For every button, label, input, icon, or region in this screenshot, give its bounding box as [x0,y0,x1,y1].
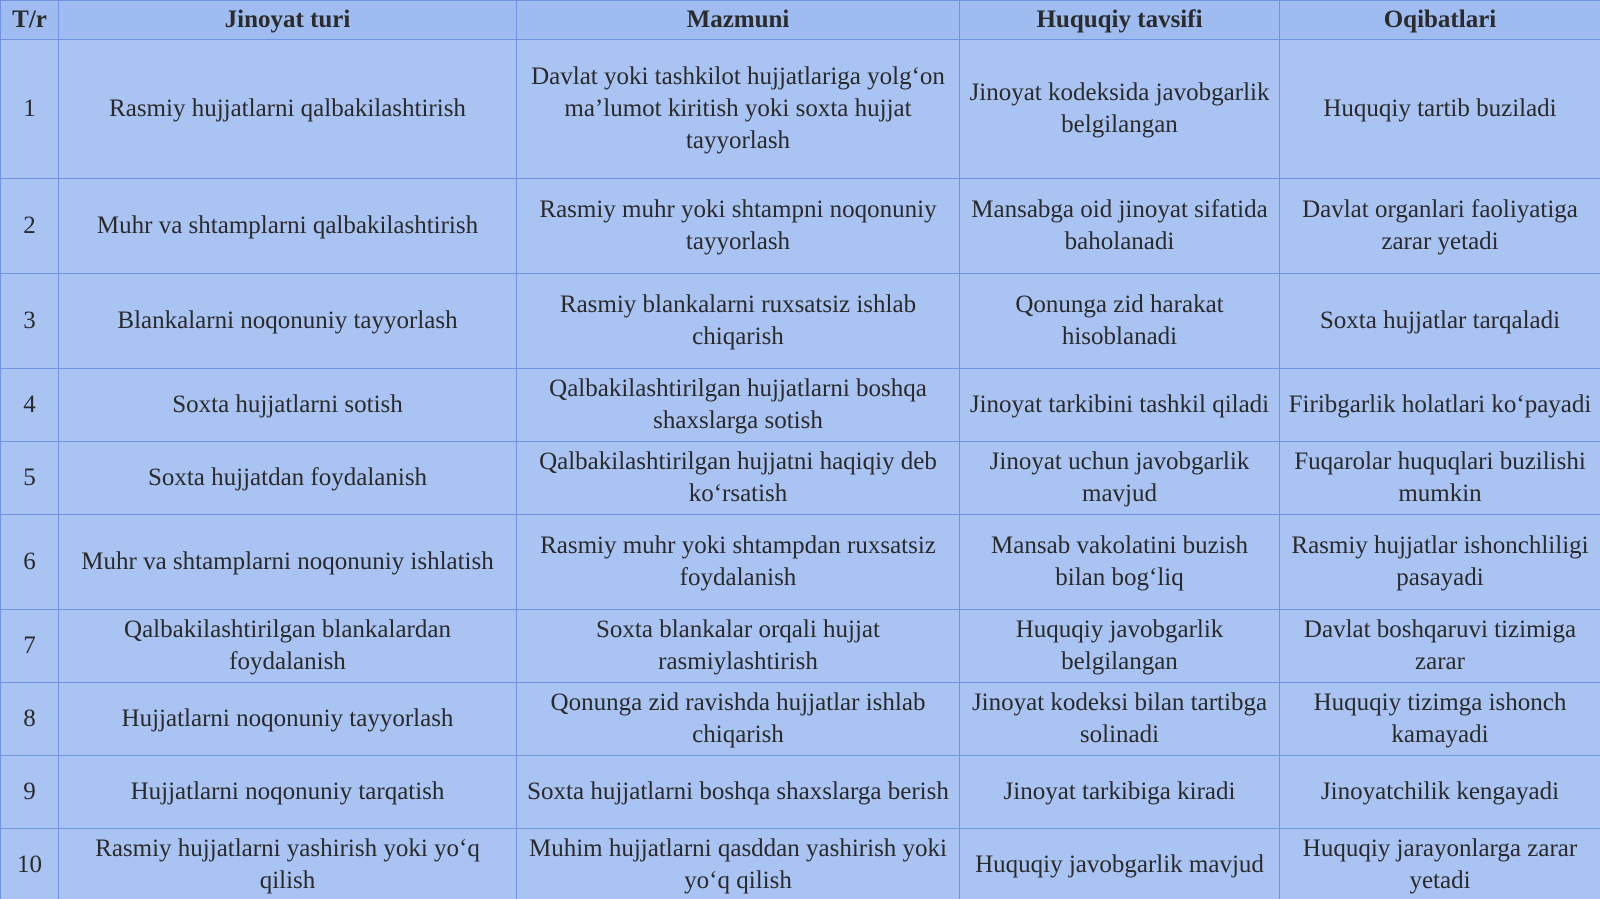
legal-description-cell: Jinoyat kodeksi bilan tartibga solinadi [960,683,1280,756]
crime-type-cell: Rasmiy hujjatlarni qalbakilashtirish [59,40,517,179]
row-number: 10 [1,829,59,899]
legal-description-cell: Jinoyat tarkibini tashkil qiladi [960,369,1280,442]
table-header-row [1,1,1600,40]
legal-description-cell: Huquqiy javobgarlik mavjud [960,829,1280,899]
content-cell: Rasmiy muhr yoki shtampni noqonuniy tayyorlash [517,179,960,274]
table-row [1,515,1600,610]
table-row [1,274,1600,369]
row-number: 2 [1,179,59,274]
header-content: Mazmuni [517,1,960,40]
table-row [1,369,1600,442]
header-number: T/r [1,1,59,40]
legal-description-cell: Huquqiy javobgarlik belgilangan [960,610,1280,683]
content-cell: Rasmiy blankalarni ruxsatsiz ishlab chiqarish [517,274,960,369]
legal-description-cell: Mansab vakolatini buzish bilan bog‘liq [960,515,1280,610]
crime-type-cell: Hujjatlarni noqonuniy tayyorlash [59,683,517,756]
header-legal-description: Huquqiy tavsifi [960,1,1280,40]
row-number: 9 [1,756,59,829]
row-number: 8 [1,683,59,756]
content-cell: Qalbakilashtirilgan hujjatlarni boshqa shaxslarga sotish [517,369,960,442]
consequences-cell: Davlat boshqaruvi tizimiga zarar [1280,610,1600,683]
legal-description-cell: Jinoyat tarkibiga kiradi [960,756,1280,829]
table-row [1,179,1600,274]
content-cell: Davlat yoki tashkilot hujjatlariga yolg‘on ma’lumot kiritish yoki soxta hujjat tayyorlash [517,40,960,179]
crime-type-cell: Soxta hujjatlarni sotish [59,369,517,442]
crime-type-cell: Soxta hujjatdan foydalanish [59,442,517,515]
table-row [1,683,1600,756]
row-number: 3 [1,274,59,369]
consequences-cell: Jinoyatchilik kengayadi [1280,756,1600,829]
crime-type-cell: Hujjatlarni noqonuniy tarqatish [59,756,517,829]
crime-type-cell: Muhr va shtamplarni noqonuniy ishlatish [59,515,517,610]
crime-type-cell: Blankalarni noqonuniy tayyorlash [59,274,517,369]
legal-description-cell: Jinoyat uchun javobgarlik mavjud [960,442,1280,515]
row-number: 5 [1,442,59,515]
table-row [1,756,1600,829]
table-row [1,829,1600,899]
row-number: 1 [1,40,59,179]
consequences-cell: Huquqiy jarayonlarga zarar yetadi [1280,829,1600,899]
table-row [1,40,1600,179]
row-number: 7 [1,610,59,683]
content-cell: Qalbakilashtirilgan hujjatni haqiqiy deb ko‘rsatish [517,442,960,515]
content-cell: Soxta blankalar orqali hujjat rasmiylashtirish [517,610,960,683]
table-row [1,610,1600,683]
crime-type-cell: Qalbakilashtirilgan blankalardan foydalanish [59,610,517,683]
consequences-cell: Soxta hujjatlar tarqaladi [1280,274,1600,369]
content-cell: Qonunga zid ravishda hujjatlar ishlab chiqarish [517,683,960,756]
row-number: 6 [1,515,59,610]
row-number: 4 [1,369,59,442]
consequences-cell: Firibgarlik holatlari ko‘payadi [1280,369,1600,442]
consequences-cell: Davlat organlari faoliyatiga zarar yetadi [1280,179,1600,274]
consequences-cell: Huquqiy tartib buziladi [1280,40,1600,179]
legal-description-cell: Qonunga zid harakat hisoblanadi [960,274,1280,369]
crime-type-cell: Muhr va shtamplarni qalbakilashtirish [59,179,517,274]
content-cell: Rasmiy muhr yoki shtampdan ruxsatsiz foydalanish [517,515,960,610]
content-cell: Muhim hujjatlarni qasddan yashirish yoki yo‘q qilish [517,829,960,899]
header-crime-type: Jinoyat turi [59,1,517,40]
crime-type-cell: Rasmiy hujjatlarni yashirish yoki yo‘q qilish [59,829,517,899]
legal-description-cell: Jinoyat kodeksida javobgarlik belgilangan [960,40,1280,179]
consequences-cell: Fuqarolar huquqlari buzilishi mumkin [1280,442,1600,515]
consequences-cell: Rasmiy hujjatlar ishonchliligi pasayadi [1280,515,1600,610]
consequences-cell: Huquqiy tizimga ishonch kamayadi [1280,683,1600,756]
header-consequences: Oqibatlari [1280,1,1600,40]
legal-description-cell: Mansabga oid jinoyat sifatida baholanadi [960,179,1280,274]
table-row [1,442,1600,515]
content-cell: Soxta hujjatlarni boshqa shaxslarga berish [517,756,960,829]
